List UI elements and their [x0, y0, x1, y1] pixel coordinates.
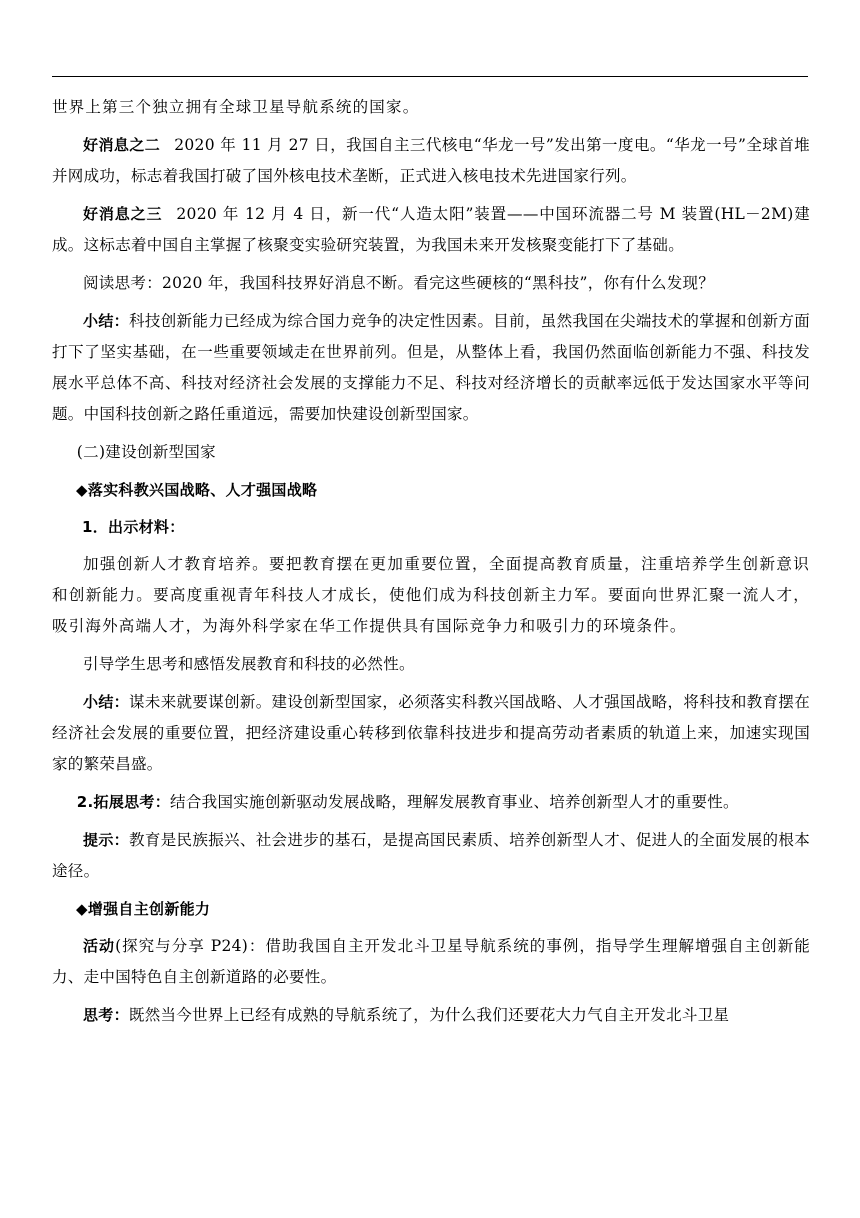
document-body — [52, 92, 810, 1038]
paragraph-reading-reflection: 阅读思考：2020 年，我国科技界好消息不断。看完这些硬核的“黑科技”，你有什么发现？ — [83, 274, 715, 292]
good-news-2-text: 2020 年 11 月 27 日，我国自主三代核电“华龙一号”发出第一度电。“华龙一号”全球首堆并网成功，标志着我国打破了国外核电技术垄断，正式进入核电技术先进国家行列。 — [52, 136, 810, 185]
summary-2-text: 谋未来就要谋创新。建设创新型国家，必须落实科教兴国战略、人才强国战略，将科技和教育摆在经济社会发展的重要位置，把经济建设重心转移到依靠科技进步和提高劳动者素质的轨道上来，加速实现国家的繁荣昌盛。 — [52, 693, 810, 773]
extended-thinking-label: 2.拓展思考： — [76, 793, 171, 811]
activity-label: 活动 — [83, 937, 116, 955]
paragraph-activity — [52, 931, 810, 993]
summary-2-label: 小结： — [83, 693, 130, 711]
paragraph-material: 加强创新人才教育培养。要把教育摆在更加重要位置，全面提高教育质量，注重培养学生创新意识和创新能力。要高度重视青年科技人才成长，使他们成为科技创新主力军。要面向世界汇聚一流人才，吸引海外高端人才，为海外科学家在华工作提供具有国际竞争力和吸引力的环境条件。 — [52, 555, 810, 635]
good-news-2-label: 好消息之二 — [83, 136, 161, 154]
paragraph-good-news-2 — [52, 130, 810, 192]
hint-label: 提示： — [83, 831, 130, 849]
section-heading-2: (二)建设创新型国家 — [76, 443, 216, 461]
summary-1-label: 小结： — [83, 312, 130, 330]
header-rule — [52, 76, 808, 77]
paragraph-good-news-3 — [52, 199, 810, 261]
paragraph-hint — [52, 825, 810, 887]
item-heading-material: 1．出示材料： — [82, 518, 185, 536]
subsection-heading-innovation: ◆增强自主创新能力 — [76, 900, 211, 918]
subsection-heading-strategy: ◆落实科教兴国战略、人才强国战略 — [76, 481, 318, 499]
activity-text: (探究与分享 P24)：借助我国自主开发北斗卫星导航系统的事例，指导学生理解增强自主创新能力、走中国特色自主创新道路的必要性。 — [52, 937, 810, 986]
paragraph-extended-thinking — [52, 787, 810, 818]
extended-thinking-text: 结合我国实施创新驱动发展战略，理解发展教育事业、培养创新型人才的重要性。 — [170, 793, 739, 811]
paragraph-guide-students: 引导学生思考和感悟发展教育和科技的必然性。 — [83, 655, 415, 673]
good-news-3-label: 好消息之三 — [83, 205, 163, 223]
summary-1-text: 科技创新能力已经成为综合国力竞争的决定性因素。目前，虽然我国在尖端技术的掌握和创新方面打下了坚实基础，在一些重要领域走在世界前列。但是，从整体上看，我国仍然面临创新能力不强、科技发展水平总体不高、科技对经济社会发展的支撑能力不足、科技对经济增长的贡献率远低于发达国家水平等问题。中国科技创新之路任重道远，需要加快建设创新型国家。 — [52, 312, 810, 423]
good-news-3-text: 2020 年 12 月 4 日，新一代“人造太阳”装置——中国环流器二号 M 装置(HL－2M)建成。这标志着中国自主掌握了核聚变实验研究装置，为我国未来开发核聚变能打下了基础。 — [52, 205, 810, 254]
paragraph-summary-2 — [52, 687, 810, 780]
paragraph-summary-1 — [52, 306, 810, 430]
hint-text: 教育是民族振兴、社会进步的基石，是提高国民素质、培养创新型人才、促进人的全面发展的根本途径。 — [52, 831, 810, 880]
paragraph-think — [52, 1000, 810, 1031]
think-text: 既然当今世界上已经有成熟的导航系统了，为什么我们还要花大力气自主开发北斗卫星 — [128, 1006, 730, 1024]
paragraph-continuation: 世界上第三个独立拥有全球卫星导航系统的国家。 — [52, 98, 420, 116]
think-label: 思考： — [83, 1006, 129, 1024]
